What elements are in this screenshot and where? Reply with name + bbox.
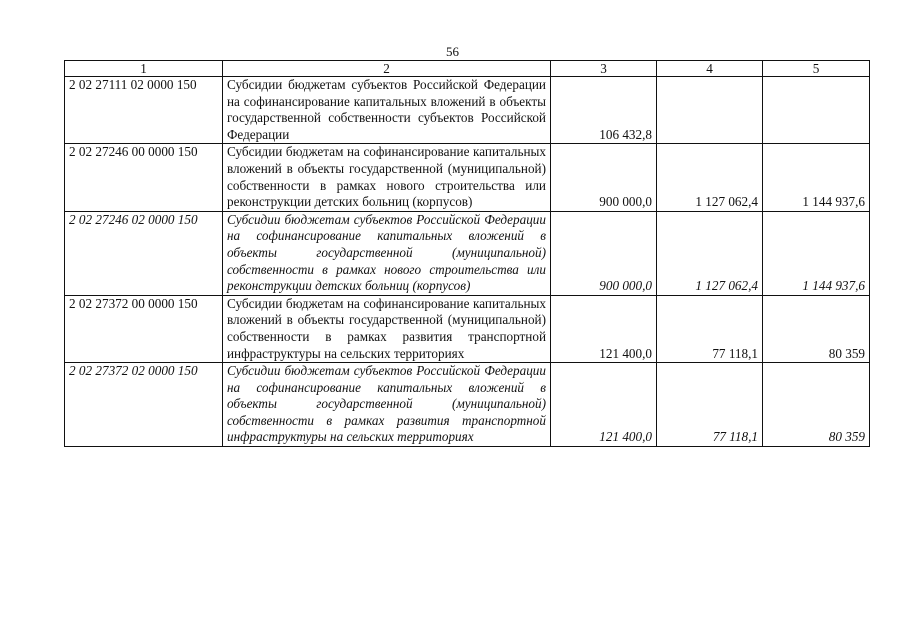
amount-col4 [657, 77, 763, 144]
page-number: 56 [446, 44, 459, 59]
amount-col4: 1 127 062,4 [657, 144, 763, 211]
column-header-4: 4 [657, 61, 763, 77]
amount-col3: 900 000,0 [551, 144, 657, 211]
amount-col5: 1 144 937,6 [763, 211, 870, 295]
amount-col4: 1 127 062,4 [657, 211, 763, 295]
budget-code: 2 02 27246 00 0000 150 [65, 144, 223, 211]
description: Субсидии бюджетам субъектов Российской Федерации на софинансирование капитальных вложений в объекты государственной (муниципальной) собственности в рамках нового строительства или реконструкции детских больниц (корпусов) [223, 211, 551, 295]
amount-col4: 77 118,1 [657, 363, 763, 447]
amount-col3: 106 432,8 [551, 77, 657, 144]
column-header-5: 5 [763, 61, 870, 77]
table-row [65, 295, 870, 362]
description: Субсидии бюджетам субъектов Российской Федерации на софинансирование капитальных вложений в объекты государственной собственности субъектов Российской Федерации [223, 77, 551, 144]
table-row [65, 77, 870, 144]
budget-code: 2 02 27372 02 0000 150 [65, 363, 223, 447]
column-header-3: 3 [551, 61, 657, 77]
amount-col3: 121 400,0 [551, 295, 657, 362]
header-row [65, 61, 870, 77]
amount-col4: 77 118,1 [657, 295, 763, 362]
budget-code: 2 02 27246 02 0000 150 [65, 211, 223, 295]
amount-col5: 80 359 [763, 295, 870, 362]
table-row [65, 144, 870, 211]
description: Субсидии бюджетам субъектов Российской Федерации на софинансирование капитальных вложений в объекты государственной (муниципальной) собственности в рамках развития транспортной инфраструктуры на сельских территориях [223, 363, 551, 447]
amount-col3: 121 400,0 [551, 363, 657, 447]
amount-col5: 1 144 937,6 [763, 144, 870, 211]
amount-col3: 900 000,0 [551, 211, 657, 295]
budget-code: 2 02 27372 00 0000 150 [65, 295, 223, 362]
amount-col5: 80 359 [763, 363, 870, 447]
amount-col5 [763, 77, 870, 144]
description: Субсидии бюджетам на софинансирование капитальных вложений в объекты государственной (муниципальной) собственности в рамках нового строительства или реконструкции детских больниц (корпусов) [223, 144, 551, 211]
column-header-1: 1 [65, 61, 223, 77]
budget-table [64, 60, 870, 447]
budget-code: 2 02 27111 02 0000 150 [65, 77, 223, 144]
table-row [65, 363, 870, 447]
table-row [65, 211, 870, 295]
column-header-2: 2 [223, 61, 551, 77]
description: Субсидии бюджетам на софинансирование капитальных вложений в объекты государственной (муниципальной) собственности в рамках развития транспортной инфраструктуры на сельских территориях [223, 295, 551, 362]
